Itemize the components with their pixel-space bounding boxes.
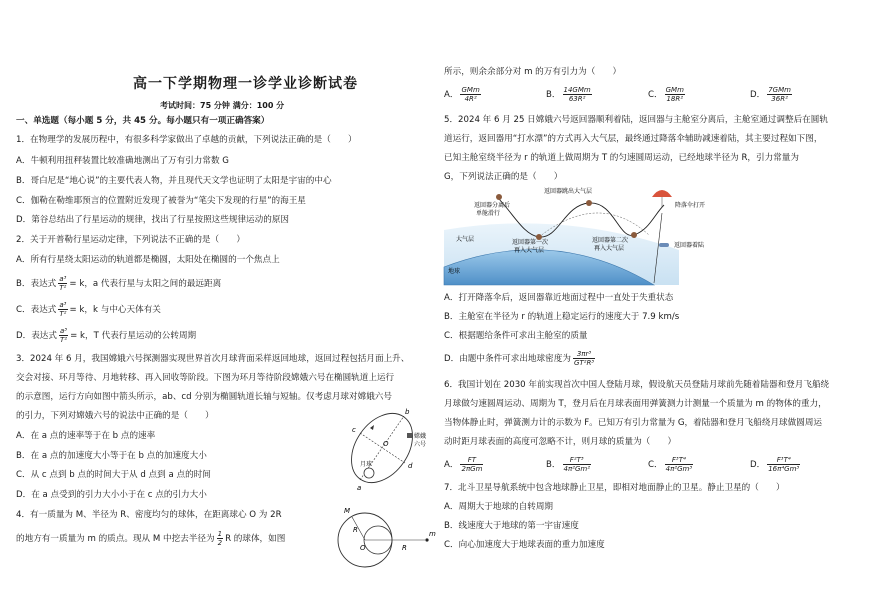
half-numerator: 1	[217, 530, 223, 538]
fraction-numerator: F³T⁴	[665, 456, 694, 465]
kepler-rhs: = k	[69, 305, 85, 315]
kepler-rhs: = k	[70, 331, 86, 341]
fraction-numerator: GMm	[461, 86, 480, 94]
option-letter: D．	[750, 90, 766, 100]
option-letter: C．	[648, 460, 663, 470]
question-4-line-2-suffix: R 的球体，如图	[225, 534, 286, 544]
kepler-fraction	[58, 301, 67, 318]
option-letter: A．	[444, 460, 459, 470]
fraction-denominator: 36R²	[771, 95, 788, 103]
label-reentry-2a: 返回器第二次	[592, 237, 629, 244]
fraction-numerator: FT	[460, 456, 483, 465]
question-2-option-d	[16, 327, 196, 344]
exam-meta: 考试时间：75 分钟 满分：100 分	[160, 101, 285, 110]
option-fraction	[767, 86, 792, 103]
question-4-line-1: 4．有一质量为 M、半径为 R、密度均匀的球体，在距离球心 O 为 2R	[16, 510, 282, 520]
option-letter: C．	[648, 90, 663, 100]
label-skip-out: 返回器跳出大气层	[544, 188, 593, 195]
radius-R-label: R	[353, 526, 358, 534]
option-fraction	[665, 456, 694, 473]
question-5-line-4: G，下列说法正确的是（ ）	[444, 172, 563, 182]
question-3-option-a: A．在 a 点的速率等于在 b 点的速率	[16, 431, 156, 441]
capsule-separation-icon	[496, 194, 502, 200]
mass-M-label: M	[344, 507, 351, 515]
option-d-prefix: D．由题中条件可求出地球密度为	[444, 354, 571, 364]
question-5-line-2: 道运行，返回器用“打水漂”的方式再入大气层，最终通过降落伞辅助减速着陆，其主要过程如下图，	[444, 134, 823, 144]
label-landed: 返回器着陆	[674, 242, 705, 249]
question-5-option-b: B．主舱室在半径为 r 的轨道上稳定运行的速度大于 7.9 km/s	[444, 312, 680, 322]
half-fraction	[217, 530, 223, 547]
exam-title: 高一下学期物理一诊学业诊断试卷	[133, 76, 358, 92]
probe-label-2: 六号	[414, 441, 427, 448]
kepler-rhs: = k	[69, 279, 85, 289]
capsule-landed-icon	[659, 243, 669, 247]
question-3-option-d: D．在 a 点受到的引力大小小于在 c 点的引力大小	[16, 490, 207, 500]
question-1-option-d: D．第谷总结出了行星运动的规律，找出了行星按照这些规律运动的原因	[16, 215, 290, 225]
kepler-numerator: a³	[60, 327, 68, 335]
question-6-line-1: 6．我国计划在 2030 年前实现首次中国人登陆月球，假设航天员登陆月球前先随着陆器和登月飞船绕	[444, 380, 830, 390]
center-label: O	[383, 440, 389, 448]
kepler-numerator: a³	[59, 275, 67, 283]
point-a-label: a	[357, 484, 362, 492]
question-1: 1．在物理学的发展历程中，有很多科学家做出了卓越的贡献，下列说法正确的是（ ）	[16, 135, 357, 145]
moon-icon	[364, 468, 374, 478]
density-numerator: 3πr³	[573, 350, 595, 359]
option-b-prefix: B．表达式	[16, 279, 57, 289]
question-3-line-2: 交会对接、环月等待、月地转移、再入回收等阶段。下图为环月等待阶段嫦娥六号在椭圆轨道上运行	[16, 373, 395, 383]
direction-arrow-icon	[370, 425, 374, 430]
fraction-denominator: 16π⁴Gm³	[768, 465, 800, 473]
question-4-option-d	[750, 86, 794, 103]
fraction-denominator: 4π²Gm³	[665, 465, 693, 473]
kepler-numerator: a³	[59, 301, 67, 309]
probe-icon	[407, 433, 412, 438]
question-4-continuation: 所示，则余余部分对 m 的万有引力为（ ）	[444, 67, 622, 77]
label-earth: 地球	[448, 268, 461, 275]
option-fraction	[767, 456, 800, 473]
question-2-option-b	[16, 275, 221, 292]
fraction-denominator: 18R²	[666, 95, 684, 103]
question-3-line-3: 的示意图，运行方向如图中箭头所示，ab、cd 分别为椭圆轨道长轴与短轴。仅考虑月球对嫦娥六号	[16, 392, 392, 402]
label-reentry-1b: 再入大气层	[514, 247, 545, 254]
question-7: 7．北斗卫星导航系统中包含地球静止卫星，即相对地面静止的卫星。静止卫星的（ ）	[444, 483, 785, 493]
question-7-option-c: C．向心加速度大于地球表面的重力加速度	[444, 540, 605, 550]
question-6-line-2: 月球做匀速圆周运动、周期为 T，登月后在月球表面用弹簧测力计测量一个质量为 m 的物体的重力，	[444, 399, 827, 409]
question-6-option-a	[444, 456, 485, 473]
question-1-option-c: C．伽勒在勒维耶预言的位置附近发现了被誉为“笔尖下发现的行星”的海王星	[16, 196, 306, 206]
density-fraction	[573, 350, 595, 367]
option-letter: A．	[444, 90, 459, 100]
question-1-option-b: B．哥白尼是“地心说”的主要代表人物，并且现代天文学也证明了太阳是宇宙的中心	[16, 176, 332, 186]
label-parachute: 降落伞打开	[675, 202, 706, 209]
minor-axis	[360, 433, 405, 463]
question-5-option-d	[444, 350, 597, 367]
question-1-option-a: A．牛顿利用扭秤装置比较准确地测出了万有引力常数 G	[16, 156, 229, 166]
kepler-denominator: T²	[59, 310, 67, 318]
density-denominator: GT²R³	[573, 359, 595, 367]
fraction-denominator: 63R²	[568, 95, 586, 103]
question-6-option-c	[648, 456, 695, 473]
question-4-option-c	[648, 86, 687, 103]
option-fraction	[563, 86, 592, 103]
point-b-label: b	[405, 408, 410, 416]
option-c-prefix: C．表达式	[16, 305, 57, 315]
option-fraction	[460, 86, 480, 103]
question-2-option-c	[16, 301, 161, 318]
option-fraction	[665, 86, 685, 103]
point-mass	[425, 538, 428, 541]
label-separation-1: 返回器分离后	[474, 202, 511, 209]
question-2: 2．关于开普勒行星运动定律，下列说法不正确的是（ ）	[16, 235, 245, 245]
question-3-line-1: 3．2024 年 6 月，我国嫦娥六号探测器实现世界首次月球背面采样返回地球，返回过程包括月面上升、	[16, 354, 410, 364]
question-6-option-d	[750, 456, 802, 473]
question-3-line-4: 的引力，下列对嫦娥六号的说法中正确的是（ ）	[16, 411, 214, 421]
option-d-prefix: D．表达式	[16, 331, 57, 341]
section-heading: 一、单选题（每小题 5 分，共 45 分。每小题只有一项正确答案）	[16, 116, 270, 126]
option-fraction	[563, 456, 592, 473]
option-c-suffix: ，k 与中心天体有关	[84, 305, 161, 315]
fraction-denominator: 4R²	[464, 95, 477, 103]
question-5-line-1: 5．2024 年 6 月 25 日嫦娥六号返回器顺利着陆，返回器与主舱室分离后，主舱室通过调整后在圆轨	[444, 115, 828, 125]
fraction-numerator: F³T⁴	[767, 456, 800, 465]
question-7-option-a: A．周期大于地球的自转周期	[444, 502, 554, 512]
parachute-icon	[652, 190, 672, 197]
option-letter: D．	[750, 460, 766, 470]
question-5-line-3: 已知主舱室绕半径为 r 的轨道上做周期为 T 的匀速圆周运动，已经地球半径为 R，引力常量为	[444, 153, 799, 163]
option-letter: B．	[546, 460, 561, 470]
option-d-suffix: ，T 代表行星运动的公转周期	[85, 331, 197, 341]
point-d-label: d	[408, 462, 413, 470]
question-3-option-b: B．在 a 点的加速度大小等于在 b 点的加速度大小	[16, 451, 207, 461]
option-letter: B．	[546, 90, 561, 100]
reentry-trajectory-figure	[444, 185, 714, 285]
option-fraction	[460, 456, 483, 473]
fraction-denominator: 2πGm	[461, 465, 483, 473]
kepler-denominator: T²	[59, 284, 67, 292]
fraction-numerator: F²T³	[563, 456, 592, 465]
capsule-reentry-2-icon	[631, 232, 637, 238]
probe-label-1: 嫦娥	[414, 433, 427, 440]
fraction-numerator: 14GMm	[563, 86, 591, 94]
kepler-fraction	[59, 327, 68, 344]
fraction-denominator: 4π²Gm²	[563, 465, 591, 473]
question-7-option-b: B．线速度大于地球的第一宇宙速度	[444, 521, 579, 531]
label-reentry-2b: 再入大气层	[594, 245, 625, 252]
option-b-suffix: ，a 代表行星与太阳之间的最远距离	[84, 279, 222, 289]
mass-m-label: m	[429, 530, 436, 538]
question-4-line-2-prefix: 的地方有一质量为 m 的质点。现从 M 中挖去半径为	[16, 534, 215, 544]
half-denominator: 2	[217, 539, 223, 547]
question-3-option-c: C．从 c 点到 b 点的时间大于从 d 点到 a 点的时间	[16, 470, 211, 480]
moon-label: 月球	[360, 461, 373, 468]
question-4-option-b	[546, 86, 594, 103]
center-O-label: O	[360, 544, 366, 552]
fraction-numerator: 7GMm	[768, 86, 791, 94]
fraction-numerator: GMm	[665, 86, 684, 94]
orbit-ellipse-figure	[330, 400, 435, 500]
question-6-line-4: 动时距月球表面的高度可忽略不计，则月球的质量为（ ）	[444, 437, 677, 447]
question-6-line-3: 当物体静止时，弹簧测力计的示数为 F。已知万有引力常量为 G，着陆器和登月飞船绕月球做圆周运	[444, 418, 823, 428]
distance-R-label: R	[402, 544, 407, 552]
question-6-option-b	[546, 456, 593, 473]
question-5-option-a: A．打开降落伞后，返回器靠近地面过程中一直处于失重状态	[444, 293, 674, 303]
label-separation-2: 单舱滑行	[476, 210, 501, 217]
question-4-line-2	[16, 530, 285, 547]
label-reentry-1a: 返回器第一次	[512, 239, 549, 246]
capsule-skip-icon	[586, 200, 592, 206]
hollow-sphere-figure	[330, 500, 435, 580]
question-5-option-c: C．根据题给条件可求出主舱室的质量	[444, 331, 588, 341]
point-c-label: c	[352, 426, 356, 434]
kepler-fraction	[58, 275, 67, 292]
kepler-denominator: T²	[60, 336, 68, 344]
question-2-option-a: A．所有行星绕太阳运动的轨道都是椭圆，太阳处在椭圆的一个焦点上	[16, 255, 280, 265]
label-atmosphere: 大气层	[456, 236, 475, 243]
question-4-option-a	[444, 86, 483, 103]
